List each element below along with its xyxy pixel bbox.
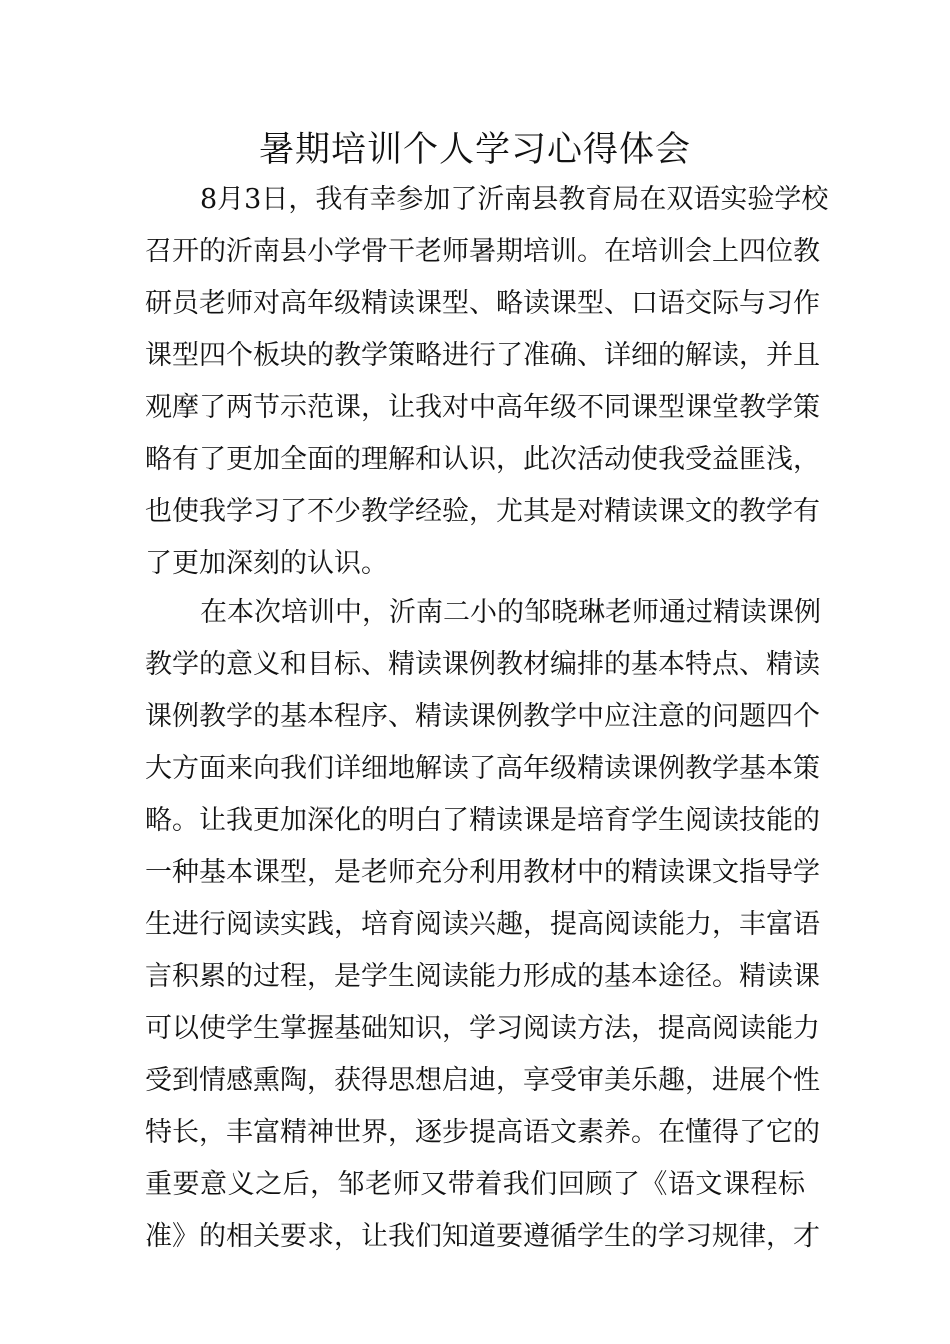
paragraph-1-line-3: 研员老师对高年级精读课型、略读课型、口语交际与习作	[145, 288, 820, 319]
paragraph-2-line-4: 大方面来向我们详细地解读了高年级精读课例教学基本策	[145, 753, 820, 784]
paragraph-1-line-1: 8月3日，我有幸参加了沂南县教育局在双语实验学校	[200, 184, 829, 215]
paragraph-2-line-2: 教学的意义和目标、精读课例教材编排的基本特点、精读	[145, 649, 820, 680]
paragraph-2-line-8: 言积累的过程，是学生阅读能力形成的基本途径。精读课	[145, 961, 820, 992]
paragraph-2-line-6: 一种基本课型，是老师充分利用教材中的精读课文指导学	[145, 857, 820, 888]
paragraph-1-line-4: 课型四个板块的教学策略进行了准确、详细的解读，并且	[145, 340, 820, 371]
paragraph-2-line-5: 略。让我更加深化的明白了精读课是培育学生阅读技能的	[145, 805, 820, 836]
paragraph-1-line-2: 召开的沂南县小学骨干老师暑期培训。在培训会上四位教	[145, 236, 820, 267]
page-title: 暑期培训个人学习心得体会	[258, 130, 691, 170]
paragraph-2-line-13: 准》的相关要求，让我们知道要遵循学生的学习规律，才	[145, 1221, 820, 1252]
paragraph-2-line-9: 可以使学生掌握基础知识，学习阅读方法，提高阅读能力	[145, 1013, 820, 1044]
paragraph-2-line-12: 重要意义之后，邹老师又带着我们回顾了《语文课程标	[145, 1169, 805, 1200]
paragraph-2-line-10: 受到情感熏陶，获得思想启迪，享受审美乐趣，进展个性	[145, 1065, 820, 1096]
paragraph-2-line-11: 特长，丰富精神世界，逐步提高语文素养。在懂得了它的	[145, 1117, 820, 1148]
paragraph-1-line-6: 略有了更加全面的理解和认识，此次活动使我受益匪浅，	[145, 444, 820, 475]
paragraph-2-line-1: 在本次培训中，沂南二小的邹晓琳老师通过精读课例	[200, 597, 821, 628]
paragraph-1-line-7: 也使我学习了不少教学经验，尤其是对精读课文的教学有	[145, 496, 820, 527]
paragraph-2-line-7: 生进行阅读实践，培育阅读兴趣，提高阅读能力，丰富语	[145, 909, 820, 940]
paragraph-2-line-3: 课例教学的基本程序、精读课例教学中应注意的问题四个	[145, 701, 820, 732]
paragraph-1-line-8: 了更加深刻的认识。	[145, 548, 388, 579]
paragraph-1-line-5: 观摩了两节示范课，让我对中高年级不同课型课堂教学策	[145, 392, 820, 423]
